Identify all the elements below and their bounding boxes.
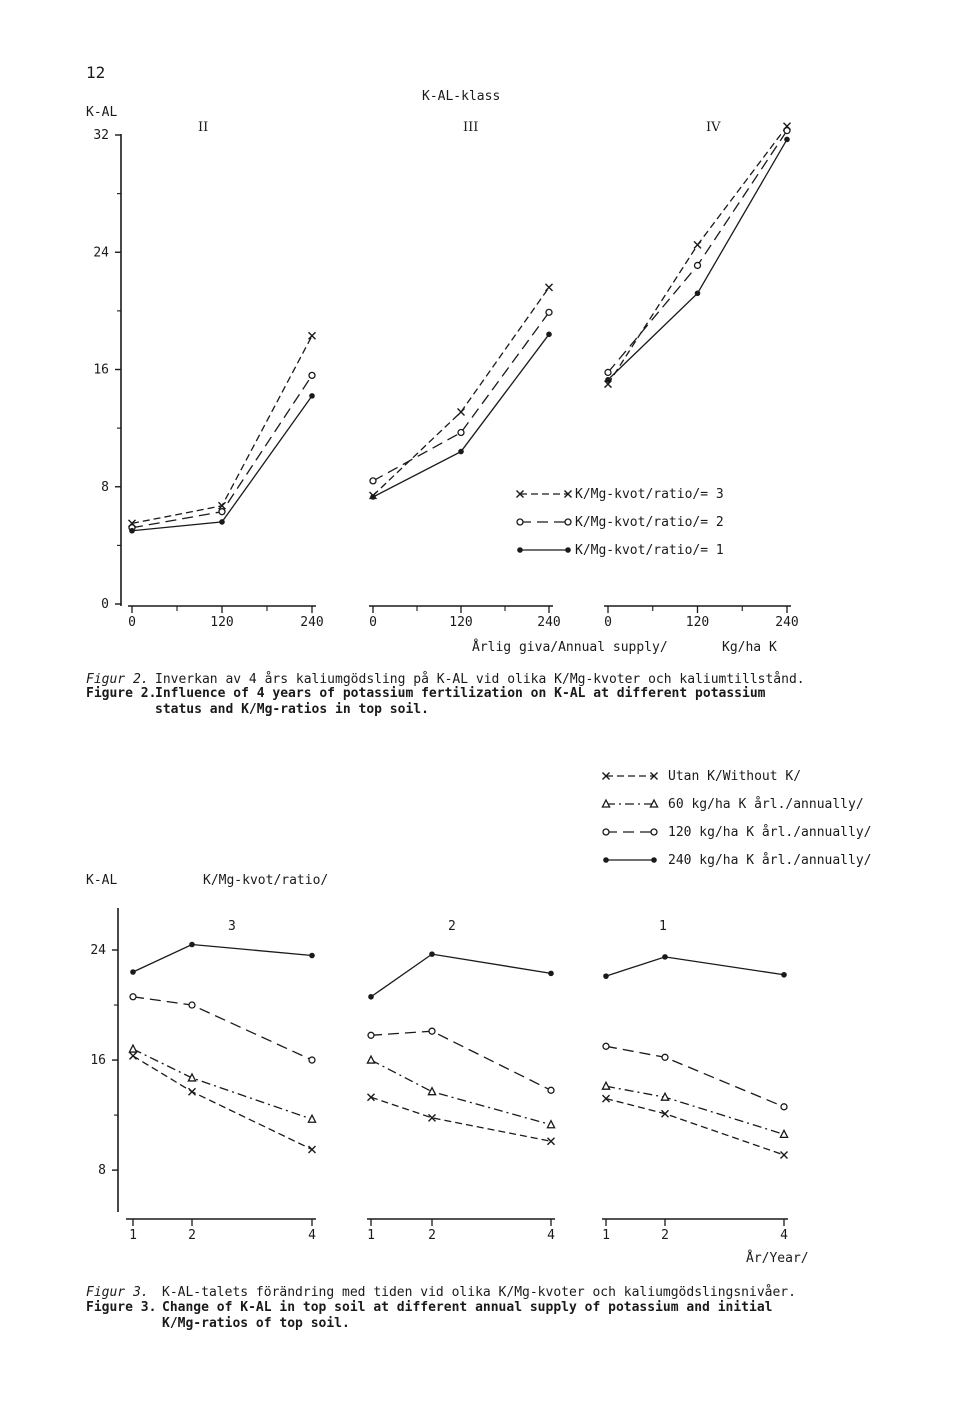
fig3-header: K/Mg-kvot/ratio/: [203, 873, 329, 888]
fig2-x-axis-unit: Kg/ha K: [722, 640, 777, 655]
y-tick-label: 24: [93, 245, 109, 261]
fig3-legend-label: 120 kg/ha K årl./annually/: [668, 825, 872, 840]
data-point: [309, 953, 315, 959]
data-point: [130, 1052, 137, 1059]
fig3-legend-label: Utan K/Without K/: [668, 769, 802, 784]
fig3-panel-label-2: 2: [448, 919, 456, 934]
fig3-caption-sv-text: K-AL-talets förändring med tiden vid olika K/Mg-kvoter och kaliumgödslingsnivåer.: [162, 1285, 796, 1300]
x-tick-label: 240: [300, 615, 324, 630]
data-point: [309, 1146, 316, 1153]
series-line: [373, 312, 549, 481]
fig2-legend-marker: [517, 519, 523, 525]
series-line: [133, 997, 312, 1060]
x-tick-label: 2: [428, 1228, 436, 1243]
data-point: [602, 1082, 609, 1089]
data-point: [309, 332, 316, 339]
fig2-caption-en-text2: status and K/Mg-ratios in top soil.: [155, 702, 429, 717]
fig3-legend-marker: [651, 857, 657, 863]
fig2-series-lines: [129, 123, 791, 534]
fig3-caption-en-text1: Change of K-AL in top soil at different annual supply of potassium and initial: [162, 1300, 773, 1315]
data-point: [547, 1121, 554, 1128]
fig3-legend-marker: [603, 829, 609, 835]
fig3-caption-en-label: Figure 3.: [86, 1300, 157, 1315]
x-tick-label: 0: [604, 615, 612, 630]
fig2-panel-label-II: II: [198, 120, 209, 135]
data-point: [781, 1104, 787, 1110]
x-tick-label: 0: [369, 615, 377, 630]
series-line: [133, 944, 312, 972]
data-point: [548, 1087, 554, 1093]
fig3-x-axis-label: År/Year/: [746, 1251, 809, 1266]
fig2-caption-en-label: Figure 2.: [86, 686, 157, 701]
data-point: [548, 971, 554, 977]
fig2-legend-label: K/Mg-kvot/ratio/= 2: [575, 515, 724, 530]
fig3-axes: [90, 908, 788, 1243]
fig2-x-axis-label: Årlig giva/Annual supply/: [472, 640, 668, 655]
fig3-panel-label-1: 1: [659, 919, 667, 934]
data-point: [546, 309, 552, 315]
fig3-legend-label: 60 kg/ha K årl./annually/: [668, 797, 864, 812]
fig2-header: K-AL-klass: [422, 89, 501, 104]
data-point: [695, 290, 701, 296]
data-point: [308, 1115, 315, 1122]
data-point: [694, 241, 701, 248]
data-point: [370, 478, 376, 484]
fig3-legend-label: 240 kg/ha K årl./annually/: [668, 853, 872, 868]
y-tick-label: 16: [93, 362, 109, 378]
data-point: [189, 1002, 195, 1008]
series-line: [132, 336, 312, 524]
data-point: [429, 951, 435, 957]
data-point: [309, 393, 315, 399]
data-point: [129, 528, 135, 534]
data-point: [368, 1094, 375, 1101]
data-point: [662, 954, 668, 960]
x-tick-label: 240: [775, 615, 799, 630]
data-point: [219, 509, 225, 515]
x-tick-label: 240: [537, 615, 561, 630]
x-tick-label: 1: [602, 1228, 610, 1243]
x-tick-label: 120: [685, 615, 710, 630]
data-point: [309, 372, 315, 378]
data-point: [219, 519, 225, 525]
data-point: [129, 1045, 136, 1052]
fig2-legend-marker: [565, 547, 571, 553]
data-point: [784, 137, 790, 143]
series-line: [606, 1046, 784, 1107]
y-tick-label: 32: [93, 128, 109, 143]
series-line: [606, 957, 784, 976]
data-point: [784, 128, 790, 134]
x-tick-label: 1: [367, 1228, 375, 1243]
x-tick-label: 2: [661, 1228, 669, 1243]
data-point: [458, 430, 464, 436]
data-point: [781, 972, 787, 978]
series-line: [606, 1099, 784, 1155]
x-tick-label: 120: [449, 615, 473, 630]
data-point: [189, 1088, 196, 1095]
y-tick-label: 24: [90, 943, 106, 958]
data-point: [188, 1074, 195, 1081]
series-line: [371, 954, 551, 997]
data-point: [368, 994, 374, 1000]
data-point: [605, 369, 611, 375]
data-point: [130, 969, 136, 975]
data-point: [548, 1138, 555, 1145]
x-tick-label: 1: [129, 1228, 137, 1243]
fig2-legend-marker: [517, 547, 523, 553]
fig2-y-axis-label: K-AL: [86, 105, 118, 120]
fig2-caption-sv-text: Inverkan av 4 års kaliumgödsling på K-AL vid olika K/Mg-kvoter och kaliumtillstånd.: [155, 672, 805, 687]
data-point: [546, 284, 553, 291]
x-tick-label: 0: [128, 615, 136, 630]
x-tick-label: 120: [210, 615, 234, 630]
x-tick-label: 2: [188, 1228, 196, 1243]
fig3-legend-marker: [651, 829, 657, 835]
fig2-caption-sv-label: Figur 2.: [86, 672, 149, 687]
data-point: [603, 1043, 609, 1049]
data-point: [458, 449, 464, 455]
series-line: [608, 126, 787, 384]
fig3-legend-marker: [603, 857, 609, 863]
x-tick-label: 4: [308, 1228, 316, 1243]
data-point: [458, 409, 465, 416]
fig3-legend: [602, 769, 871, 868]
data-point: [428, 1088, 435, 1095]
data-point: [189, 942, 195, 948]
series-line: [371, 1031, 551, 1090]
y-tick-label: 8: [101, 479, 109, 495]
series-line: [373, 287, 549, 495]
series-line: [608, 139, 787, 379]
data-point: [370, 494, 376, 500]
fig3-legend-marker: [650, 800, 657, 807]
page-number: 12: [86, 63, 106, 82]
data-point: [546, 332, 552, 338]
series-line: [133, 1049, 312, 1119]
data-point: [367, 1056, 374, 1063]
data-point: [130, 994, 136, 1000]
fig3-caption-sv-label: Figur 3.: [86, 1285, 149, 1300]
series-line: [371, 1097, 551, 1141]
x-tick-label: 4: [547, 1228, 555, 1243]
data-point: [662, 1054, 668, 1060]
fig3-caption-en-text2: K/Mg-ratios of top soil.: [162, 1316, 350, 1331]
fig2-panel-label-IV: IV: [706, 120, 721, 135]
series-line: [373, 334, 549, 497]
series-line: [606, 1086, 784, 1134]
data-point: [368, 1032, 374, 1038]
series-line: [371, 1060, 551, 1125]
series-line: [133, 1056, 312, 1150]
data-point: [603, 973, 609, 979]
series-line: [608, 131, 787, 373]
y-tick-label: 8: [98, 1163, 106, 1179]
data-point: [661, 1093, 668, 1100]
fig2-legend: [517, 487, 724, 558]
fig2-caption-en-text1: Influence of 4 years of potassium fertilization on K-AL at different potassium: [155, 686, 766, 701]
fig2-legend-marker: [565, 519, 571, 525]
y-tick-label: 0: [101, 597, 109, 612]
fig3-series-lines: [129, 942, 787, 1159]
fig2-legend-label: K/Mg-kvot/ratio/= 3: [575, 487, 724, 502]
fig2-legend-label: K/Mg-kvot/ratio/= 1: [575, 543, 724, 558]
fig3-y-axis-label: K-AL: [86, 873, 118, 888]
data-point: [781, 1151, 788, 1158]
data-point: [695, 262, 701, 268]
data-point: [429, 1028, 435, 1034]
data-point: [605, 377, 611, 383]
data-point: [780, 1130, 787, 1137]
y-tick-label: 16: [90, 1053, 106, 1069]
fig2-panel-label-III: III: [463, 120, 479, 135]
fig3-legend-marker: [602, 800, 609, 807]
data-point: [309, 1057, 315, 1063]
fig3-panel-label-3: 3: [228, 919, 236, 934]
x-tick-label: 4: [780, 1228, 788, 1243]
